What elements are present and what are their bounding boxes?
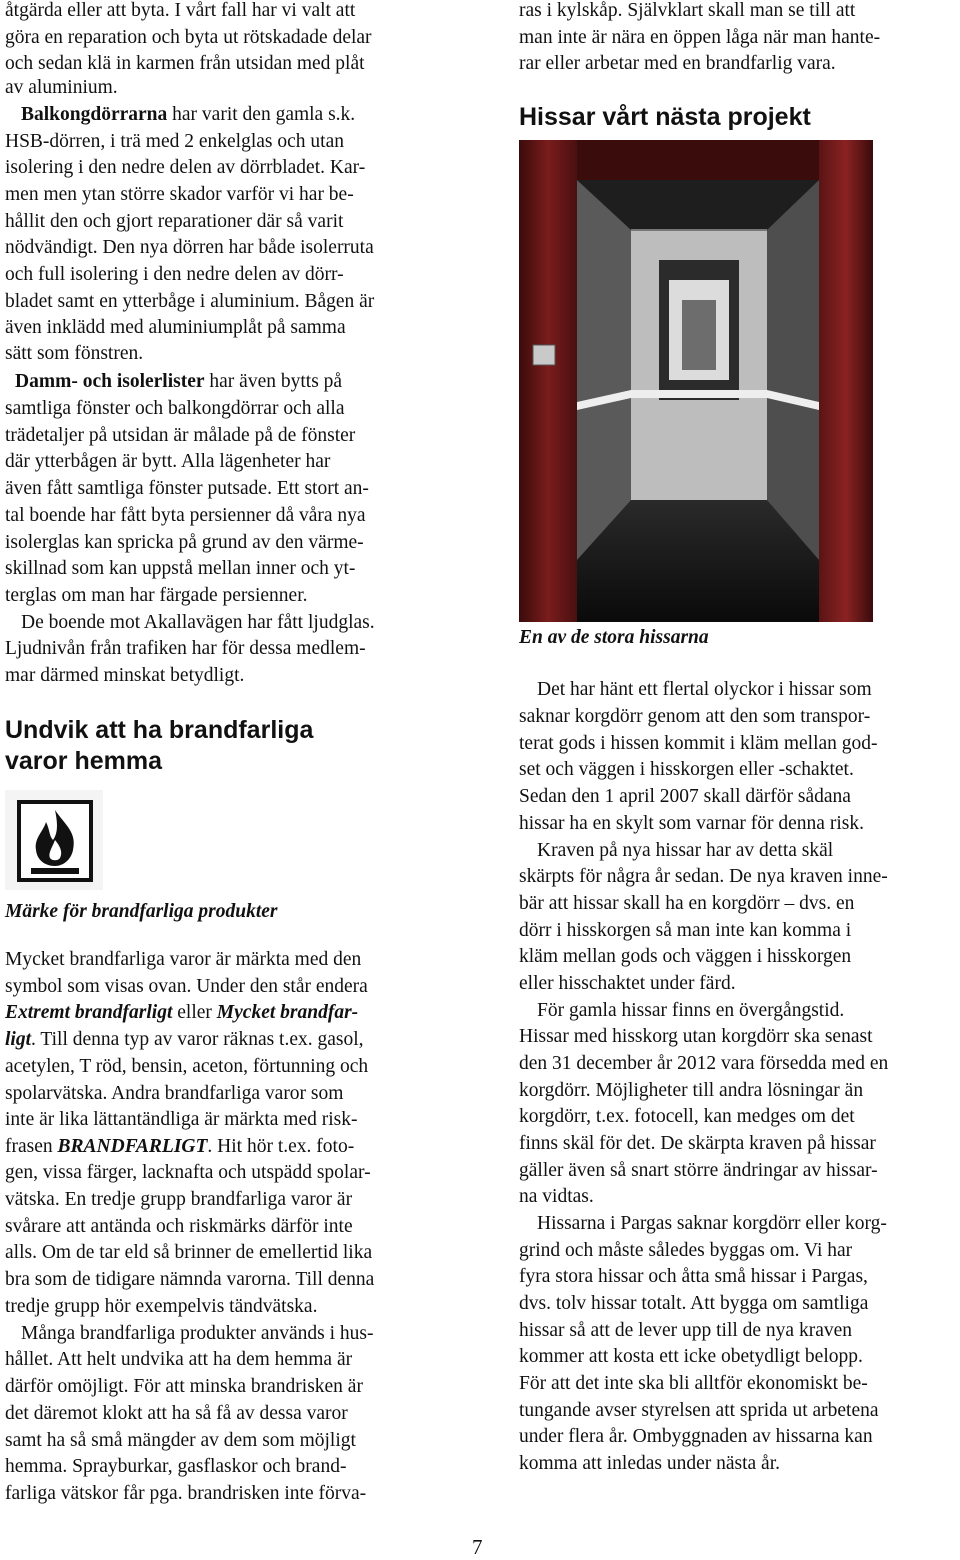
body-line: även fått samtliga fönster putsade. Ett stort an- (5, 478, 369, 499)
body-line: trädetaljer på utsidan är målade på de fönster (5, 425, 356, 446)
term-or: eller (172, 1002, 217, 1023)
body-line: tungande avser styrelsen att sprida ut arbetena (519, 1400, 879, 1421)
flam-ligt-rest: . Till denna typ av varor räknas t.ex. gasol, (31, 1029, 364, 1050)
body-line: acetylen, T röd, bensin, aceton, förtunning och (5, 1056, 369, 1077)
body-line: För att det inte ska bli alltför ekonomiskt be- (519, 1373, 868, 1394)
body-line: nödvändigt. Den nya dörren har både isolerruta (5, 237, 374, 258)
body-line: sätt som fönstren. (5, 343, 144, 364)
body-line: vätska. En tredje grupp brandfarliga varor är (5, 1189, 353, 1210)
body-line: inte är lika lättantändliga är märkta med risk- (5, 1109, 358, 1130)
body-line: tal boende har fått byta persienner då våra nya (5, 505, 366, 526)
body-line: farliga vätskor får pga. brandrisken inte förva- (5, 1483, 367, 1504)
heading-flammable-line2: varor hemma (5, 747, 163, 775)
balcony-paragraph-first-line (21, 102, 355, 128)
balcony-first-rest: har varit den gamla s.k. (167, 104, 356, 125)
risk-pre: frasen (5, 1136, 58, 1157)
body-line: terglas om man har färgade persienner. (5, 585, 308, 606)
body-line: saknar korgdörr genom att den som transpor- (519, 706, 871, 727)
body-line: av aluminium. (5, 77, 118, 98)
elevator-photo (519, 140, 873, 622)
flam-ligt-line (5, 1027, 364, 1053)
strips-paragraph-first-line (15, 369, 342, 395)
body-line: kläm mellan gods och väggen i hisskorgen (519, 946, 852, 967)
body-line: grind och måste således byggas om. Vi har (519, 1240, 853, 1261)
photo-caption: En av de stora hissarna (519, 627, 709, 648)
body-line: fyra stora hissar och åtta små hissar i Pargas, (519, 1266, 868, 1287)
body-line: mar därmed minskat betydligt. (5, 665, 245, 686)
body-line: HSB-dörren, i trä med 2 enkelglas och utan (5, 131, 344, 152)
strips-first-rest: har även bytts på (204, 371, 343, 392)
body-line: gen, vissa färger, lacknafta och utspädd spolar- (5, 1162, 371, 1183)
body-line: skillnad som kan uppstå mellan inner och yt- (5, 558, 356, 579)
body-line: samt ha så små mängder av dem som möjligt (5, 1430, 356, 1451)
body-line: bär att hissar skall ha en korgdörr – dvs. en (519, 893, 855, 914)
body-line: isolerglas kan spricka på grund av den värme- (5, 532, 364, 553)
body-line: skärpts för några år sedan. De nya kraven inne- (519, 866, 888, 887)
body-line: För gamla hissar finns en övergångstid. (537, 1000, 845, 1021)
term-extreme: Extremt brandfarligt (5, 1002, 173, 1023)
body-line: finns skäl för det. De skärpta kraven på hissar (519, 1133, 876, 1154)
body-line: hållit den och gjort reparationer där så varit (5, 211, 344, 232)
body-line: hållet. Att helt undvika att ha dem hemma är (5, 1349, 353, 1370)
body-line: Det har hänt ett flertal olyckor i hissar som (537, 679, 872, 700)
body-line: symbol som visas ovan. Under den står endera (5, 976, 368, 997)
body-line: alls. Om de tar eld så brinner de emellertid lika (5, 1242, 373, 1263)
body-line: eller hisschaktet under färd. (519, 973, 736, 994)
body-line: även inklädd med aluminiumplåt på samma (5, 317, 346, 338)
body-line: och sedan klä in karmen från utsidan med plåt (5, 53, 365, 74)
body-line: bra som de tidigare nämnda varorna. Till denna (5, 1269, 375, 1290)
body-line: men men ytan större skador varför vi har be- (5, 184, 354, 205)
body-line: Ljudnivån från trafiken har för dessa medlem- (5, 638, 366, 659)
body-line: åtgärda eller att byta. I vårt fall har vi valt att (5, 0, 356, 21)
body-line: och full isolering i den nedre delen av dörr- (5, 264, 344, 285)
body-line: na vidtas. (519, 1186, 594, 1207)
heading-flammable-line1: Undvik att ha brandfarliga (5, 716, 314, 744)
heading-elevators: Hissar vårt nästa projekt (519, 103, 811, 131)
body-line: Många brandfarliga produkter används i hus- (21, 1323, 374, 1344)
symbol-caption: Märke för brandfarliga produkter (5, 901, 278, 922)
body-line: rar eller arbetar med en brandfarlig vara. (519, 53, 836, 74)
body-line: hissar så att de lever upp till de nya kraven (519, 1320, 853, 1341)
body-line: bladet samt en ytterbåge i aluminium. Bågen är (5, 291, 375, 312)
body-line: det däremot klokt att ha så få av dessa varor (5, 1403, 348, 1424)
body-line: komma att inledas under nästa år. (519, 1453, 781, 1474)
body-line: spolarvätska. Andra brandfarliga varor som (5, 1083, 344, 1104)
body-line: under flera år. Ombyggnaden av hissarna kan (519, 1426, 873, 1447)
body-line: isolering i den nedre delen av dörrbladet. Kar- (5, 157, 366, 178)
body-line: terat gods i hissen kommit i kläm mellan god- (519, 733, 878, 754)
body-line: Mycket brandfarliga varor är märkta med den (5, 949, 362, 970)
body-line: den 31 december år 2012 vara försedda med en (519, 1053, 889, 1074)
body-line: svårare att antända och riskmärks därför inte (5, 1216, 353, 1237)
body-line: Hissar med hisskorg utan korgdörr ska senast (519, 1026, 873, 1047)
body-line: tredje grupp hör exempelvis tändvätska. (5, 1296, 318, 1317)
body-line: gäller även så snart större ändringar av hissar- (519, 1160, 878, 1181)
page-number: 7 (472, 1535, 483, 1559)
body-line: göra en reparation och byta ut rötskadade delar (5, 27, 372, 48)
body-line: därför omöjligt. För att minska brandrisken är (5, 1376, 363, 1397)
flam-terms-line (5, 1000, 358, 1026)
body-line: där ytterbågen är bytt. Alla lägenheter har (5, 451, 331, 472)
body-line: dvs. tolv hissar totalt. Att bygga om samtliga (519, 1293, 869, 1314)
term-very: Mycket brandfar- (216, 1002, 359, 1023)
body-line: dörr i hisskorgen så man inte kan komma i (519, 920, 852, 941)
body-line: ras i kylskåp. Självklart skall man se till att (519, 0, 856, 21)
body-line: Sedan den 1 april 2007 skall därför sådana (519, 786, 851, 807)
risk-word: BRANDFARLIGT (57, 1136, 208, 1157)
body-line: korgdörr, t.ex. fotocell, kan medges om det (519, 1106, 855, 1127)
body-line: De boende mot Akallavägen har fått ljudglas. (21, 612, 375, 633)
strips-lead: Damm- och isolerlister (15, 371, 205, 392)
body-line: korgdörr. Möjligheter till andra lösningar än (519, 1080, 864, 1101)
body-line: man inte är nära en öppen låga när man hante- (519, 27, 881, 48)
body-line: hemma. Sprayburkar, gasflaskor och brand- (5, 1456, 347, 1477)
balcony-lead: Balkongdörrarna (21, 104, 168, 125)
term-very-end: ligt (5, 1029, 32, 1050)
body-line: Kraven på nya hissar har av detta skäl (537, 840, 834, 861)
body-line: samtliga fönster och balkongdörrar och alla (5, 398, 345, 419)
body-line: Hissarna i Pargas saknar korgdörr eller korg- (537, 1213, 887, 1234)
body-line: hissar ha en skylt som varnar för denna risk. (519, 813, 864, 834)
body-line: set och väggen i hisskorgen eller -schaktet. (519, 759, 854, 780)
body-line: kommer att kosta ett icke obetydligt belopp. (519, 1346, 863, 1367)
risk-post: . Hit hör t.ex. foto- (207, 1136, 355, 1157)
flammable-hazard-icon (5, 790, 103, 890)
risk-phrase-line (5, 1134, 354, 1160)
